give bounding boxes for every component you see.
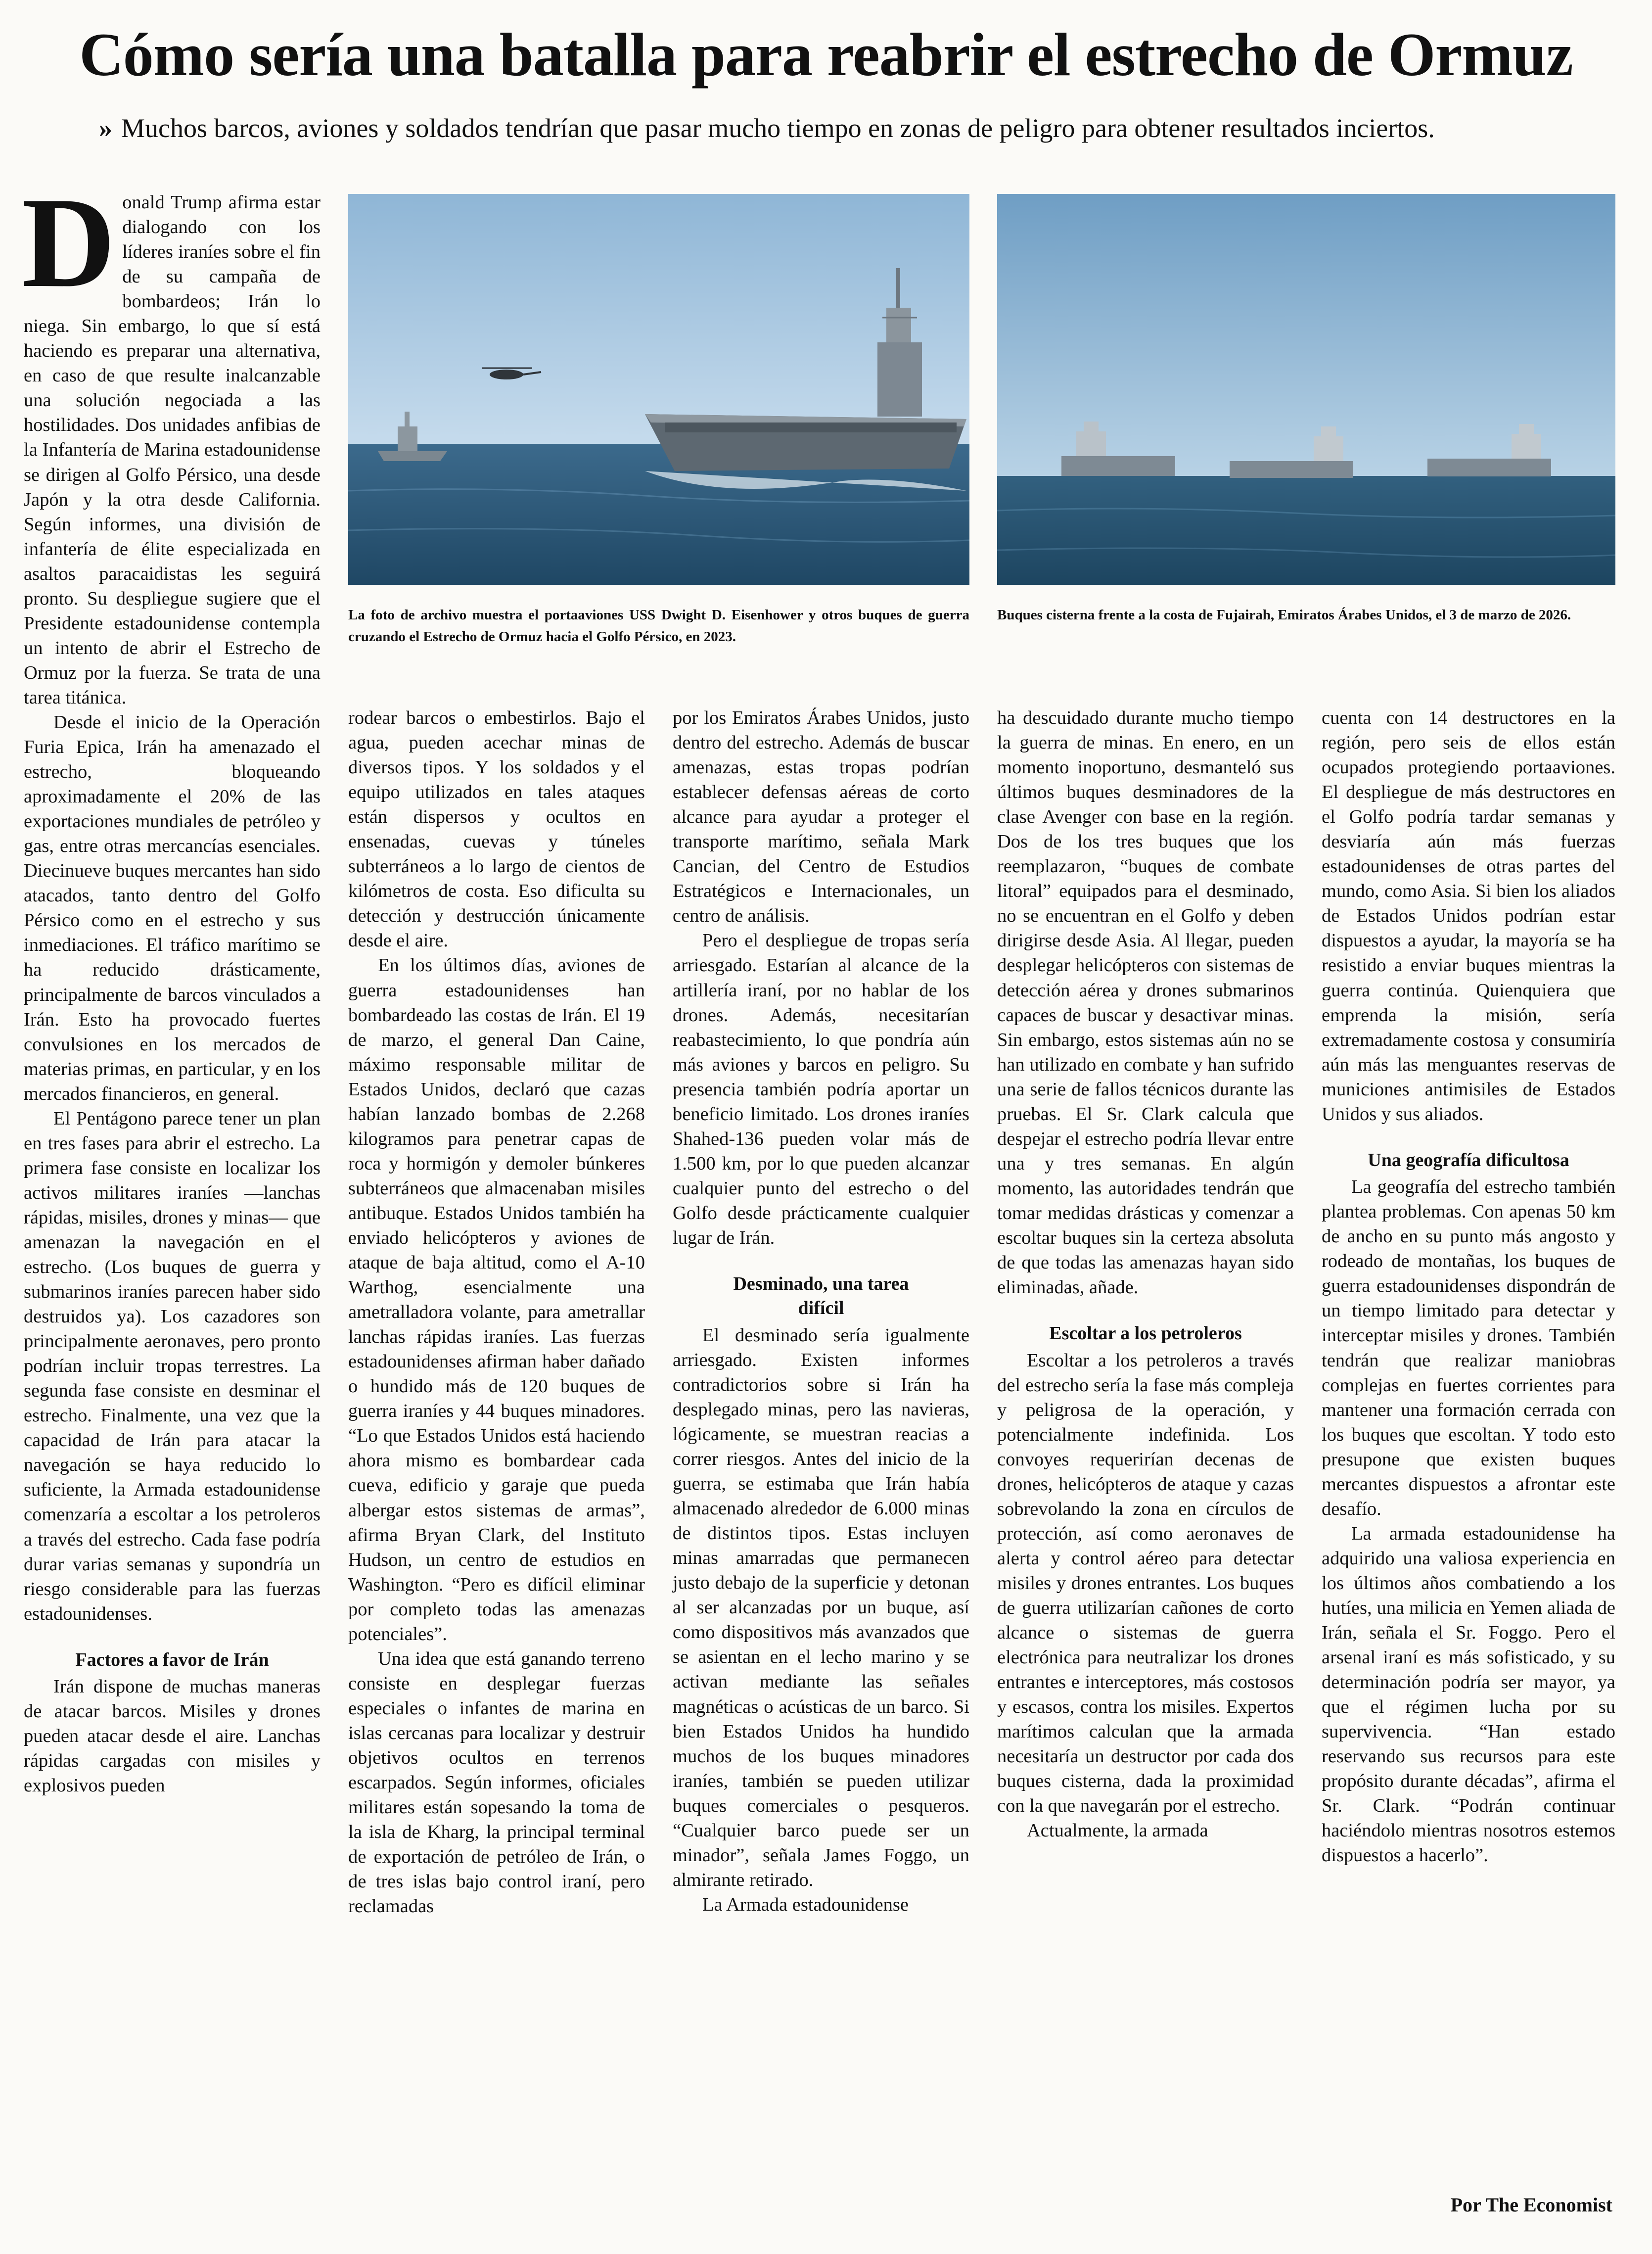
photo2-caption: Buques cisterna frente a la costa de Fujairah, Emiratos Árabes Unidos, el 3 de marzo de 2026. <box>997 607 1571 623</box>
article-paragraph <box>22 171 321 710</box>
photo-aircraft-carrier <box>348 194 969 585</box>
article-paragraph: rodear barcos o embestirlos. Bajo el agua, pueden acechar minas de diversos tipos. Y los soldados y el equipo utilizados en tales ataques están dispersos y ocultos en ensenadas, cuevas y túneles subterráneos a lo largo de cientos de kilómetros de costa. Eso dificulta su detección y destrucción únicamente desde el aire. <box>348 707 645 951</box>
column-2 <box>348 705 645 2205</box>
headline: Cómo sería una batalla para reabrir el estrecho de Ormuz <box>79 21 1573 89</box>
subheading: Desminado, una tarea difícil <box>733 1273 909 1319</box>
chevron-right-icon: » <box>99 113 112 143</box>
article-paragraph: El desminado sería igualmente arriesgado. Existen informes contradictorios sobre si Irán ha desplegado minas, pero las navieras, lógicamente, se muestran reacias a correr riesgos. Antes del inicio de la guerra, se estimaba que Irán había almacenado alrededor de 6.000 minas de distintos tipos. Estas incluyen minas amarradas que permanecen justo debajo de la superficie y detonan al ser alcanzadas por un buque, así como dispositivos más avanzados que se asientan en el lecho marino y se activan mediante las señales magnéticas o acústicas de un barco. Si bien Estados Unidos ha hundido muchos de los buques minadores iraníes, también se pueden utilizar buques comerciales o pesqueros. “Cualquier barco puede ser un minador”, señala James Foggo, un almirante retirado. <box>673 1324 969 1890</box>
paragraph-text: onald Trump afirma estar dialogando con los líderes iraníes sobre el fin de su campaña de bombardeos; Irán lo niega. Sin embargo, lo que sí está haciendo es preparar una alternativa, en caso de que resulte inalcanzable una solución negociada a las hostilidades. Dos unidades anfibias de la Infantería de Marina estadounidense se dirigen al Golfo Pérsico, una desde Japón y la otra desde California. Según informes, una división de infantería de élite especializada en asaltos paracaidistas les seguirá pronto. Su despliegue sugiere que el Presidente estadounidense contempla un intento de abrir el Estrecho de Ormuz por la fuerza. Se trata de una tarea titánica. <box>24 192 321 708</box>
subheading: Factores a favor de Irán <box>75 1649 269 1670</box>
byline: Por The Economist <box>1450 2194 1612 2216</box>
article-paragraph: cuenta con 14 destructores en la región, pero seis de ellos están ocupados protegiendo portaaviones. El despliegue de más destructores en el Golfo podría tardar semanas y desviaría aún más fuerzas estadounidenses de otras partes del mundo, como Asia. Si bien los aliados de Estados Unidos podrían estar dispuestos a ayudar, la mayoría se ha resistido a enviar buques mientras la guerra continúa. Quienquiera que emprenda la misión, sería extremadamente costosa y consumiría aún más las menguantes reservas de municiones antimisiles de Estados Unidos y sus aliados. <box>1322 707 1615 1125</box>
article-paragraph: El Pentágono parece tener un plan en tres fases para abrir el estrecho. La primera fase consiste en localizar los activos militares iraníes —lanchas rápidas, misiles, drones y minas— que amenazan la navegación en el estrecho. (Los buques de guerra y submarinos iraníes parecen haber sido destruidos ya). Los cazadores son principalmente aeronaves, pero pronto podrían incluir tropas terrestres. La segunda fase consiste en desminar el estrecho. Finalmente, una vez que la capacidad de Irán para atacar la navegación se haya reducido lo suficiente, la Armada estadounidense comenzaría a escoltar a los petroleros a través del estrecho. Cada fase podría durar varias semanas y supondría un riesgo considerable para las fuerzas estadounidenses. <box>24 1108 321 1624</box>
article-paragraph: por los Emiratos Árabes Unidos, justo dentro del estrecho. Además de buscar amenazas, estas tropas podrían establecer defensas aéreas de corto alcance para ayudar a proteger el transporte marítimo, señala Mark Cancian, del Centro de Estudios Estratégicos e Internacionales, un centro de análisis. <box>673 707 969 927</box>
photo-tankers <box>997 194 1615 585</box>
article-paragraph: La Armada estadounidense <box>702 1894 909 1915</box>
article-paragraph: La armada estadounidense ha adquirido una valiosa experiencia en los últimos años combatiendo a los hutíes, una milicia en Yemen aliada de Irán, señala el Sr. Foggo. Pero el arsenal iraní es más sofisticado, y su determinación podría ser mayor, ya que el régimen lucha por su supervivencia. “Han estado reservando sus recursos para este propósito durante décadas”, afirma el Sr. Clark. “Podrán continuar haciéndolo mientras nosotros estemos dispuestos a hacerlo”. <box>1322 1523 1615 1866</box>
article-paragraph: Pero el despliegue de tropas sería arriesgado. Estarían al alcance de la artillería iraní, por no hablar de los drones. Además, necesitarían reabastecimiento, lo que pondría aún más aviones y barcos en peligro. Su presencia también podría aportar un beneficio limitado. Los drones iraníes Shahed-136 pueden volar más de 1.500 km, por lo que pueden alcanzar cualquier punto del estrecho o del Golfo desde prácticamente cualquier lugar de Irán. <box>673 930 969 1248</box>
article-paragraph: Escoltar a los petroleros a través del estrecho sería la fase más compleja y peligrosa de la operación, y potencialmente indefinida. Los convoyes requerirían decenas de drones, helicópteros de ataque y cazas sobrevolando la zona en círculos de protección, así como aeronaves de alerta y control aéreo para detectar misiles y drones entrantes. Los buques de guerra utilizarían cañones de corto alcance o sistemas de guerra electrónica para neutralizar los drones entrantes e interceptores, más costosos y escasos, contra los misiles. Expertos marítimos calculan que la armada necesitaría un destructor por cada dos buques cisterna, dada la proximidad con la que navegarán por el estrecho. <box>997 1350 1294 1817</box>
deck-text: Muchos barcos, aviones y soldados tendrían que pasar mucho tiempo en zonas de peligro para obtener resultados inciertos. <box>121 113 1435 143</box>
article-paragraph: La geografía del estrecho también plantea problemas. Con apenas 50 km de ancho en su punto más angosto y rodeado de montañas, los buques de guerra estadounidenses dispondrán de un tiempo limitado para detectar y interceptar misiles y drones. También tendrán que realizar maniobras complejas en fuertes corrientes para mantener una formación cerrada con los buques que escoltan. Y todo esto presupone que existen buques mercantes dispuestos a afrontar este desafío. <box>1322 1176 1615 1519</box>
subheading: Escoltar a los petroleros <box>1049 1323 1242 1344</box>
column-1 <box>22 171 321 2199</box>
subheading: Una geografía dificultosa <box>1368 1149 1569 1171</box>
article-paragraph: ha descuidado durante mucho tiempo la guerra de minas. En enero, en un momento inoportuno, desmanteló sus últimos buques desminadores de la clase Avenger con base en la región. Dos de los tres buques que los reemplazaron, “buques de combate litoral” equipados para el desminado, no se encuentran en el Golfo y deben dirigirse desde Asia. Al llegar, pueden desplegar helicópteros con sistemas de detección aérea y drones submarinos capaces de buscar y desactivar minas. Sin embargo, estos sistemas aún no se han utilizado en combate y han sufrido una serie de fallos técnicos durante las pruebas. El Sr. Clark calcula que despejar el estrecho podría llevar entre una y tres semanas. En algún momento, las autoridades tendrán que tomar medidas drásticas y comenzar a escoltar buques sin la certeza absoluta de que todas las amenazas hayan sido eliminadas, añade. <box>997 707 1294 1298</box>
deck <box>99 113 1553 143</box>
column-4 <box>997 705 1294 2205</box>
column-5 <box>1322 705 1615 2170</box>
article-paragraph: Una idea que está ganando terreno consiste en desplegar fuerzas especiales o infantes de marina en islas cercanas para localizar y destruir objetivos ocultos en terrenos escarpados. Según informes, oficiales militares están sopesando la toma de la isla de Kharg, la principal terminal de exportación de petróleo de Irán, o de tres islas bajo control iraní, pero reclamadas <box>348 1648 645 1917</box>
article-paragraph: Irán dispone de muchas maneras de atacar barcos. Misiles y drones pueden atacar desde el aire. Lanchas rápidas cargadas con misiles y explosivos pueden <box>24 1676 321 1796</box>
dropcap: D <box>22 171 116 314</box>
article-paragraph: En los últimos días, aviones de guerra estadounidenses han bombardeado las costas de Irán. El 19 de marzo, el general Dan Caine, máximo responsable militar de Estados Unidos, declaró que cazas habían lanzado bombas de 2.268 kilogramos para penetrar capas de roca y hormigón y demoler búnkeres subterráneos que almacenaban misiles antibuque. Estados Unidos también ha enviado helicópteros y aviones de ataque de baja altitud, como el A-10 Warthog, esencialmente una ametralladora volante, para ametrallar lanchas rápidas iraníes. Las fuerzas estadounidenses afirman haber dañado o hundido más de 120 buques de guerra iraníes y 44 buques minadores. “Lo que Estados Unidos está haciendo ahora mismo es bombardear cada cueva, edificio y garaje que pueda albergar estos sistemas de armas”, afirma Bryan Clark, del Instituto Hudson, un centro de estudios en Washington. “Pero es difícil eliminar por completo todas las amenazas potenciales”. <box>348 955 645 1644</box>
article-paragraph: Desde el inicio de la Operación Furia Epica, Irán ha amenazado el estrecho, bloqueando aproximadamente el 20% de las exportaciones mundiales de petróleo y gas, entre otras mercancías esenciales. Diecinueve buques mercantes han sido atacados, tanto dentro del Golfo Pérsico como en el estrecho y sus inmediaciones. El tráfico marítimo se ha reducido drásticamente, principalmente de barcos vinculados a Irán. Esto ha provocado fuertes convulsiones en los mercados de materias primas, en particular, y en los mercados financieros, en general. <box>24 711 321 1104</box>
column-3 <box>673 705 969 2205</box>
article-paragraph: Actualmente, la armada <box>1027 1820 1208 1841</box>
photo1-caption: La foto de archivo muestra el portaaviones USS Dwight D. Eisenhower y otros buques de guerra cruzando el Estrecho de Ormuz hacia el Golfo Pérsico, en 2023. <box>348 607 969 645</box>
